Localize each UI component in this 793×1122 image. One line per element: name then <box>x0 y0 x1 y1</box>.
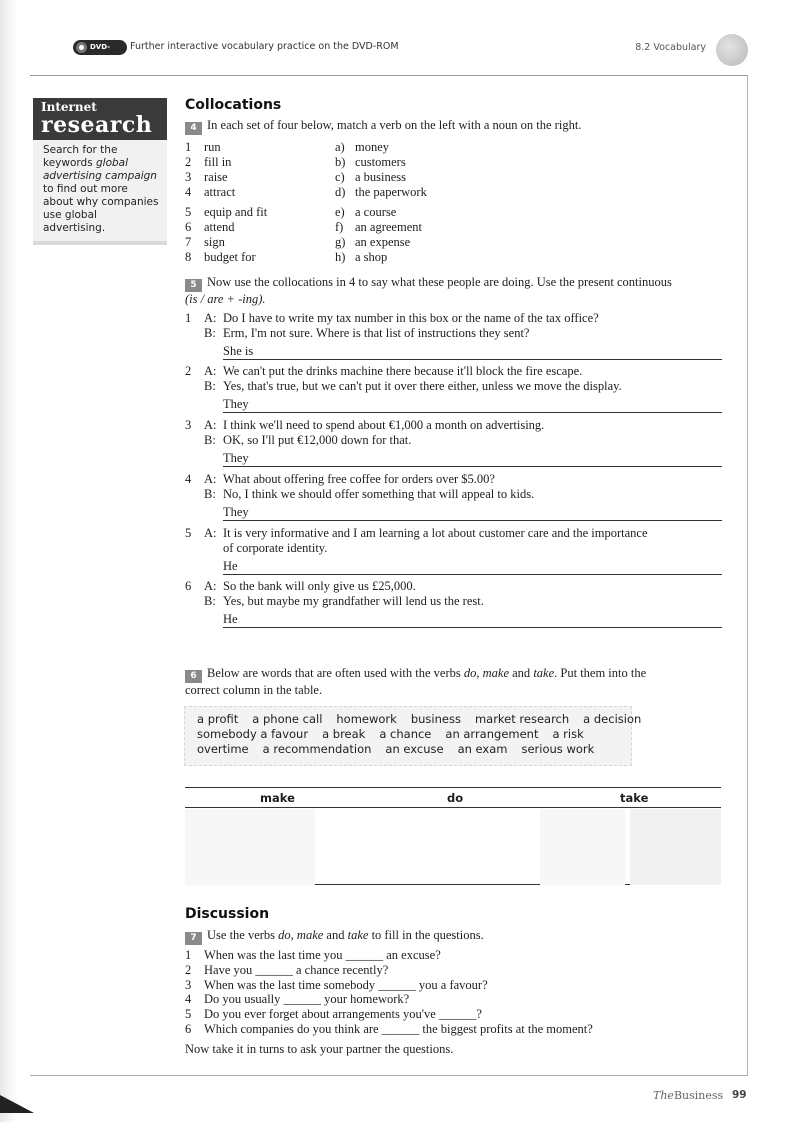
dialog-item <box>185 579 725 628</box>
item-letter: c) <box>335 170 345 184</box>
sidebar-keywords: global advertising campaign <box>43 157 157 182</box>
table-header-row <box>185 788 721 808</box>
question-text: When was the last time you ______ an excuse? <box>204 948 441 962</box>
noun: customers <box>355 155 406 169</box>
item-number: 4 <box>185 992 192 1007</box>
line-text: Yes, that's true, but we can't put it over there either, unless we move the display. <box>223 379 622 393</box>
dialog-item <box>185 472 725 521</box>
speaker-a: A: <box>204 311 217 325</box>
question-item <box>185 1022 725 1037</box>
speaker-b: B: <box>204 379 216 393</box>
ex7-verb-make: make <box>296 928 324 942</box>
dialog-item <box>185 526 725 575</box>
item-number: 1 <box>185 948 192 962</box>
speaker-b: B: <box>204 487 216 501</box>
sidebar-text-b: to find out more about why companies use global advertising. <box>43 183 159 234</box>
item-number: 3 <box>185 418 192 432</box>
table-texture-left <box>185 809 315 885</box>
question-item <box>185 992 725 1007</box>
dialog-line-a <box>185 364 725 379</box>
ex7-sep1: , <box>290 928 297 942</box>
ex6-sep1: , <box>476 666 483 680</box>
table-texture-mid <box>540 809 625 885</box>
dialog-line-b <box>185 594 725 609</box>
page-number: 99 <box>732 1089 747 1101</box>
item-number: 1 <box>185 140 192 154</box>
ex4-instruction <box>185 118 725 135</box>
noun: a course <box>355 205 397 219</box>
question-text: When was the last time somebody ______ you a favour? <box>204 977 488 992</box>
ex7-verb-take: take <box>347 928 369 942</box>
item-number: 8 <box>185 250 192 264</box>
noun: an agreement <box>355 220 422 234</box>
word-chip: an arrangement <box>445 727 539 741</box>
page-gutter <box>0 0 18 1122</box>
question-item <box>185 963 725 978</box>
line-text: of corporate identity. <box>223 541 328 555</box>
answer-line <box>223 612 722 628</box>
word-chip: business <box>410 712 461 726</box>
ex6-instr-b: . Put them into the <box>554 666 647 680</box>
answer-prompt: He <box>223 559 238 573</box>
ex7-sep2: and <box>323 928 348 942</box>
collocation-row <box>185 155 585 170</box>
question-item <box>185 978 725 993</box>
item-letter: g) <box>335 235 346 249</box>
footer-brand <box>653 1089 723 1102</box>
sidebar-title-line1: Internet <box>41 100 97 114</box>
ex6-badge: 6 <box>185 670 202 683</box>
ex7-verb-do: do <box>278 928 291 942</box>
word-chip: market research <box>474 712 570 726</box>
line-text: We can't put the drinks machine there because it'll block the fire escape. <box>223 364 583 378</box>
line-text: OK, so I'll put €12,000 down for that. <box>223 433 412 447</box>
col-header-take: take <box>620 791 649 805</box>
word-chip: a chance <box>379 727 432 741</box>
word-chip: an excuse <box>385 742 444 756</box>
collocation-row <box>185 170 585 185</box>
item-number: 6 <box>185 220 192 234</box>
footer-brand-the: The <box>653 1089 674 1102</box>
line-text: I think we'll need to spend about €1,000 a month on advertising. <box>223 418 545 432</box>
disc-icon <box>76 42 87 53</box>
verb: sign <box>204 235 225 249</box>
collocations-title: Collocations <box>185 97 282 113</box>
ex7-instr-b: to fill in the questions. <box>368 928 484 942</box>
ex5-badge: 5 <box>185 279 202 292</box>
word-chip: a recommendation <box>262 742 372 756</box>
answer-line <box>223 559 722 575</box>
speaker-b: B: <box>204 433 216 447</box>
discussion-title: Discussion <box>185 906 270 922</box>
item-letter: e) <box>335 205 345 219</box>
collocation-row <box>185 140 585 155</box>
item-letter: h) <box>335 250 346 264</box>
item-number: 2 <box>185 364 192 378</box>
collocation-row <box>185 250 585 265</box>
ex6-sep2: and <box>509 666 534 680</box>
answer-line <box>223 344 722 360</box>
collocations-section <box>185 97 725 135</box>
verb: equip and fit <box>204 205 268 219</box>
collocation-list <box>185 140 585 265</box>
dialog-line-a-cont <box>185 541 725 556</box>
verb: attract <box>204 185 236 199</box>
word-chip: a profit <box>197 712 239 726</box>
item-number: 5 <box>185 526 192 540</box>
word-chip: serious work <box>521 742 595 756</box>
item-number: 6 <box>185 579 192 593</box>
col-header-make: make <box>260 791 295 805</box>
discussion-questions <box>185 948 725 1037</box>
dialog-line-a <box>185 472 725 487</box>
speaker-a: A: <box>204 472 217 486</box>
dialog-item <box>185 364 725 413</box>
question-text: Do you ever forget about arrangements you've ______? <box>204 1007 482 1022</box>
speaker-b: B: <box>204 326 216 340</box>
dvd-label: DVD-ROM <box>90 43 111 66</box>
verb: run <box>204 140 221 154</box>
noun: a shop <box>355 250 388 264</box>
discussion-closing: Now take it in turns to ask your partner the questions. <box>185 1042 454 1056</box>
question-item <box>185 1007 725 1022</box>
answer-line <box>223 451 722 467</box>
table-texture-right <box>630 809 721 885</box>
ex5-instruction-text: Now use the collocations in 4 to say what these people are doing. Use the present continuous <box>207 275 672 289</box>
noun: an expense <box>355 235 411 249</box>
dialog-item <box>185 418 725 467</box>
dvd-badge <box>73 40 127 66</box>
verb: budget for <box>204 250 256 264</box>
sidebar-text <box>33 140 167 245</box>
line-text: No, I think we should offer something that will appeal to kids. <box>223 487 535 501</box>
line-text: So the bank will only give us £25,000. <box>223 579 416 593</box>
ex6-verb-take: take <box>533 666 555 680</box>
question-text: Do you usually ______ your homework? <box>204 992 410 1007</box>
speaker-a: A: <box>204 364 217 378</box>
speaker-a: A: <box>204 579 217 593</box>
footer-brand-name: Business <box>673 1089 724 1102</box>
item-number: 5 <box>185 1007 192 1022</box>
item-number: 3 <box>185 977 192 992</box>
sidebar-text-a: Search for the keywords <box>43 144 118 169</box>
verb: fill in <box>204 155 232 169</box>
item-number: 4 <box>185 472 192 486</box>
line-text: Erm, I'm not sure. Where is that list of instructions they sent? <box>223 326 530 340</box>
collocation-row <box>185 185 585 200</box>
ex4-instruction-text: In each set of four below, match a verb on the left with a noun on the right. <box>207 118 582 132</box>
section-circle-icon <box>716 34 748 66</box>
word-chip: an exam <box>457 742 508 756</box>
word-line <box>197 712 642 727</box>
answer-prompt: He <box>223 612 238 626</box>
noun: money <box>355 140 390 154</box>
question-item <box>185 948 725 963</box>
collocation-row <box>185 235 585 250</box>
word-chip: a phone call <box>252 712 323 726</box>
frame-right <box>747 75 748 1075</box>
item-number: 4 <box>185 185 192 199</box>
do-make-take-table <box>185 787 721 885</box>
noun: the paperwork <box>355 185 427 199</box>
item-letter: b) <box>335 155 346 169</box>
dialog-line-b <box>185 379 725 394</box>
word-chip: a risk <box>552 727 584 741</box>
dialog-line-a <box>185 579 725 594</box>
line-text: What about offering free coffee for orders over $5.00? <box>223 472 495 486</box>
item-number: 5 <box>185 205 192 219</box>
sidebar-title-line2: research <box>41 112 153 138</box>
speaker-b: B: <box>204 594 216 608</box>
word-box <box>184 706 642 766</box>
dialog-line-b <box>185 487 725 502</box>
word-chip: a decision <box>583 712 642 726</box>
word-chip: a break <box>322 727 366 741</box>
dialog-line-a <box>185 526 725 541</box>
internet-research-box <box>33 98 167 234</box>
collocation-row <box>185 205 585 220</box>
word-line <box>197 727 631 742</box>
verb: raise <box>204 170 228 184</box>
dialog-line-b <box>185 326 725 341</box>
ex7-instruction <box>185 928 725 945</box>
answer-prompt: They <box>223 397 249 411</box>
answer-line <box>223 505 722 521</box>
item-number: 7 <box>185 235 192 249</box>
bottom-rule <box>30 1075 748 1076</box>
item-number: 6 <box>185 1021 192 1036</box>
item-number: 1 <box>185 311 192 325</box>
word-line <box>197 742 631 757</box>
item-number: 2 <box>185 962 192 977</box>
ex4-badge: 4 <box>185 122 202 135</box>
line-text: Do I have to write my tax number in this box or the name of the tax office? <box>223 311 599 325</box>
question-text: Have you ______ a chance recently? <box>204 962 389 977</box>
verb: attend <box>204 220 235 234</box>
col-header-do: do <box>447 791 464 805</box>
noun: a business <box>355 170 407 184</box>
top-rule <box>30 75 748 76</box>
ex7-badge: 7 <box>185 932 202 945</box>
word-chip: homework <box>336 712 397 726</box>
question-text: Which companies do you think are ______ the biggest profits at the moment? <box>204 1021 593 1036</box>
item-letter: a) <box>335 140 345 154</box>
answer-prompt: She is <box>223 344 254 358</box>
internet-research-header <box>33 98 167 140</box>
ex5-instruction <box>185 275 725 307</box>
item-letter: f) <box>335 220 344 234</box>
item-number: 2 <box>185 155 192 169</box>
dialog-item <box>185 311 725 360</box>
ex6-verb-make: make <box>482 666 509 680</box>
answer-line <box>223 397 722 413</box>
ex6-instruction <box>185 666 725 698</box>
banner-text: Further interactive vocabulary practice on the DVD-ROM <box>130 41 399 52</box>
word-chip: overtime <box>197 742 249 756</box>
dialog-line-a <box>185 418 725 433</box>
speaker-a: A: <box>204 526 217 540</box>
dvd-banner <box>70 38 750 66</box>
answer-prompt: They <box>223 505 249 519</box>
answer-prompt: They <box>223 451 249 465</box>
item-letter: d) <box>335 185 346 199</box>
ex7-instr-a: Use the verbs <box>207 928 279 942</box>
dialog-line-a <box>185 311 725 326</box>
ex6-instr-a: Below are words that are often used with the verbs <box>207 666 464 680</box>
word-chip: somebody a favour <box>197 727 309 741</box>
dialog-line-b <box>185 433 725 448</box>
item-number: 3 <box>185 170 192 184</box>
ex5-instruction-line2: (is / are + -ing). <box>185 292 266 306</box>
line-text: Yes, but maybe my grandfather will lend us the rest. <box>223 594 484 608</box>
ex6-instruction-line2: correct column in the table. <box>185 683 323 697</box>
section-ref: 8.2 Vocabulary <box>635 42 706 53</box>
speaker-a: A: <box>204 418 217 432</box>
ex6-verb-do: do <box>463 666 477 680</box>
collocation-row <box>185 220 585 235</box>
line-text: It is very informative and I am learning a lot about customer care and the importance <box>223 526 648 540</box>
